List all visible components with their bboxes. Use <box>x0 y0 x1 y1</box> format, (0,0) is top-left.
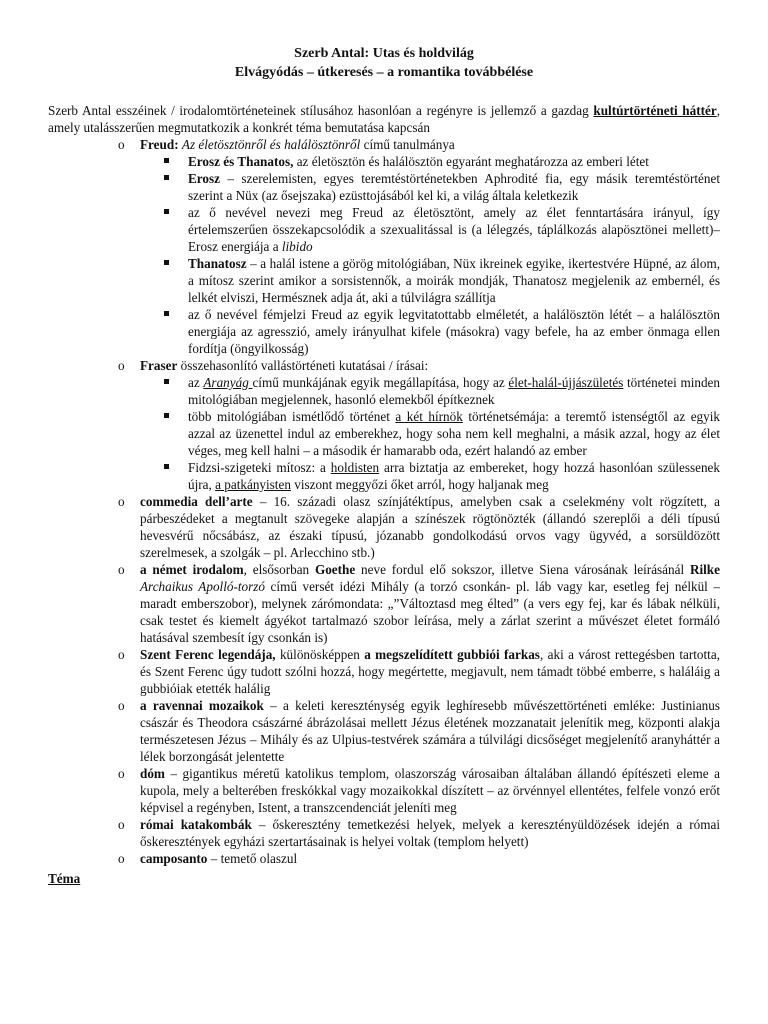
square-bullet-icon <box>164 413 169 418</box>
intro-paragraph <box>48 102 720 136</box>
intro-emphasis: kultúrtörténeti háttér <box>593 103 717 118</box>
sub-item-text: az életösztön és halálösztön egyaránt meghatározza az emberi létet <box>293 154 649 169</box>
square-bullet-icon <box>164 175 169 180</box>
list-item-dom <box>118 765 720 816</box>
hollow-bullet-icon: o <box>118 851 125 866</box>
square-bullet-icon <box>164 464 169 469</box>
item-heading: a ravennai mozaikok <box>140 698 264 713</box>
item-heading: camposanto <box>140 851 208 866</box>
sub-item-heading: Erosz és Thanatos, <box>188 154 294 169</box>
author-name: Goethe <box>314 562 356 577</box>
sub-item-underlined: a két hírnök <box>395 409 463 424</box>
sub-item-erosz <box>188 170 720 204</box>
item-text: című versét idézi Mihály (a torzó csonkán- pl. láb vagy kar, esetleg fej nélkül – maradt emberszobor), melynek zárómondata: „”Változtasd meg élted” (a vers egy fej, kar és lábak nélküli, csak testet és kiemelt ágyékot tartalmazó szobor leírása, mely a zárlat szerint a művészet életet formáló hatásával szembesít így csonkán is) <box>140 579 720 645</box>
sub-item-fidzsi <box>188 459 720 493</box>
list-item-freud <box>118 136 720 153</box>
item-heading: a német irodalom <box>140 562 244 577</box>
item-heading: Szent Ferenc legendája, <box>140 647 276 662</box>
sub-item-text: több mitológiában ismétlődő történet <box>188 409 396 424</box>
sub-item-text: – szerelemisten, egyes teremtéstörténetekben Aphrodité fia, egy másik teremtéstörténet szerint a Nüx (az ősejszaka) ezüsttojásából kel ki, a világ általa keletkezik <box>188 171 720 203</box>
item-text: neve fordul elő sokszor, illetve Siena városának leírásánál <box>355 562 690 577</box>
list-item-camposanto <box>118 850 720 867</box>
sub-item-text: az <box>188 375 204 390</box>
item-heading: commedia dell’arte <box>140 494 253 509</box>
list-item-katakombak <box>118 816 721 850</box>
author-name: Rilke <box>689 562 720 577</box>
sub-item-text: arra biztatja az embereket, hogy hozzá hasonlóan szülessenek újra, <box>188 460 720 492</box>
sub-item-underlined: holdisten <box>330 460 380 475</box>
item-text: – a keleti kereszténység egyik leghíresebb művészettörténeti emléke: Justinianus császár és Theodora császárné ábrázolásai mellett Jézus életének mozzanatait jelenítik meg, központi alakja természetesen Jézus – Mihály és az Ulpius-testvérek számára a túlvilági dicsőséget megjelenítő aranyháttér a lélek borzongását jelentette <box>140 698 720 764</box>
sub-item-text: az ő nevével nevezi meg Freud az életösztönt, amely az élet fenntartására irányul, így értelemszerűen összekapcsolódik a szexualitással is (a lélegzés, táplálkozás alapösztönei mellett)– Erosz energiája a <box>188 205 720 254</box>
sub-item-heading: Erosz <box>188 171 220 186</box>
sub-item-erosz-thanatos <box>188 153 720 170</box>
sub-item-heading: Thanatosz <box>188 256 247 271</box>
sub-item-text: történetei minden mitológiában megjelennek, hasonló elemekből építkeznek <box>188 375 721 407</box>
hollow-bullet-icon: o <box>118 358 125 373</box>
item-heading: római katakombák <box>140 817 252 832</box>
hollow-bullet-icon: o <box>118 647 125 662</box>
list-item-szent-ferenc <box>118 646 720 697</box>
intro-text: Szerb Antal esszéinek / irodalomtörténeteinek stílusához hasonlóan a regényre is jellemző a gazdag <box>48 103 594 118</box>
item-text: különösképpen <box>275 647 365 662</box>
item-text: , elsősorban <box>243 562 315 577</box>
item-heading: dóm <box>140 766 165 781</box>
square-bullet-icon <box>164 379 169 384</box>
sub-item-underlined: élet-halál-újjászületés <box>508 375 624 390</box>
hollow-bullet-icon: o <box>118 562 125 577</box>
list-item-ravennai-mozaikok <box>118 697 720 765</box>
item-text: összehasonlító vallástörténeti kutatásai / írásai: <box>177 358 429 373</box>
sub-item-underlined: a patkányisten <box>215 477 291 492</box>
document-title: Szerb Antal: Utas és holdvilág <box>294 46 474 61</box>
square-bullet-icon <box>164 260 169 265</box>
sub-item-thanatosz <box>188 255 720 306</box>
intro-text-end: , amely utalásszerűen megmutatkozik a konkrét téma bemutatása kapcsán <box>48 103 721 135</box>
sub-item-text: viszont meggyőzi őket arról, hogy haljanak meg <box>290 477 549 492</box>
sub-item-aranyag <box>188 374 720 408</box>
item-emphasis: a megszelídített gubbiói farkas <box>364 647 540 662</box>
work-title: Archaikus Apolló-torzó <box>140 579 265 594</box>
sub-item-ket-hirnok <box>188 408 720 459</box>
item-text: – gigantikus méretű katolikus templom, olaszország városaiban általában állandó építészeti eleme a kupola, mely a belterében freskókkal vagy mozaikokkal díszített – az örvénnyel ellentétes, felfele vonzó erőt képvisel a regényben, Istent, a transzcendenciát jeleníti meg <box>140 766 720 815</box>
sub-item-eletosztön <box>188 204 720 255</box>
hollow-bullet-icon: o <box>118 766 125 781</box>
square-bullet-icon <box>164 209 169 214</box>
hollow-bullet-icon: o <box>118 137 125 152</box>
item-heading: Fraser <box>140 358 178 373</box>
sub-item-text: az ő nevével fémjelzi Freud az egyik legvitatottabb elméletét, a halálösztön létét – a halálösztön energiája az agresszió, amely irányulhat kifele (másokra) vagy befele, ha az ember önmaga ellen fordítja (öngyilkosság) <box>188 307 720 356</box>
item-text: című tanulmánya <box>360 137 455 152</box>
hollow-bullet-icon: o <box>118 494 125 509</box>
item-heading: Freud: <box>140 137 179 152</box>
list-item-fraser <box>118 357 720 374</box>
sub-item-text: című munkájának egyik megállapítása, hogy az <box>252 375 509 390</box>
hollow-bullet-icon: o <box>118 817 125 832</box>
sub-item-text: történetsémája: a teremtő istenségtől az egyik azzal az üzenettel indul az emberekhez, hogy soha nem kell meghalni, a másik azzal, hogy az élet véges, meg kell halni – a második ér hamarabb oda, ezért halandó az ember <box>188 409 720 458</box>
section-heading-tema: Téma <box>48 871 81 886</box>
work-title: Az életösztönről és halálösztönről <box>181 137 361 152</box>
sub-item-halalosztön <box>188 306 720 357</box>
square-bullet-icon <box>164 158 169 163</box>
item-text: , aki a várost rettegésben tartotta, és Szent Ferenc úgy tudott szólni hozzá, hogy megértette, megjavult, nem támadt többé emberre, s haláláig a gubbióiak etették halálig <box>140 647 720 696</box>
item-text: – temető olaszul <box>207 851 298 866</box>
list-item-commedia <box>118 493 720 561</box>
sub-item-text: – a halál istene a görög mitológiában, Nüx ikreinek egyike, ikertestvére Hüpné, az álom, a mítosz szerint amikor a sorsistennők, a moirák mondják, Thanatosz megjelenik az embernél, és lelkét elviszi, Hermésznek adja át, aki a túlvilágra szállítja <box>188 256 720 305</box>
document-subtitle: Elvágyódás – útkeresés – a romantika továbbélése <box>234 65 534 80</box>
list-item-nemet-irodalom <box>118 561 720 646</box>
square-bullet-icon <box>164 311 169 316</box>
hollow-bullet-icon: o <box>118 698 125 713</box>
item-text: – 16. századi olasz színjátéktípus, amelyben csak a cselekmény volt rögzített, a párbeszédeket a megtanult szövegeke alapján a színészek rögtönözték (állandó szereplői a déli típusú hevesvérű nőcsábász, az északi típusú, józanabb gondolkodású orvos vagy ügyvéd, a sorsüldözött szerelmesek, a szolgák – pl. Arlecchino stb.) <box>140 494 720 560</box>
sub-item-text: Fidzsi-szigeteki mítosz: a <box>188 460 331 475</box>
sub-item-italic: libido <box>281 239 313 254</box>
work-title: Aranyág <box>203 375 253 390</box>
item-text: – őskeresztény temetkezési helyek, melyek a keresztényüldözések idején a római őskeresztények egyházi szertartásainak is helyei voltak (templom helyett) <box>140 817 721 849</box>
